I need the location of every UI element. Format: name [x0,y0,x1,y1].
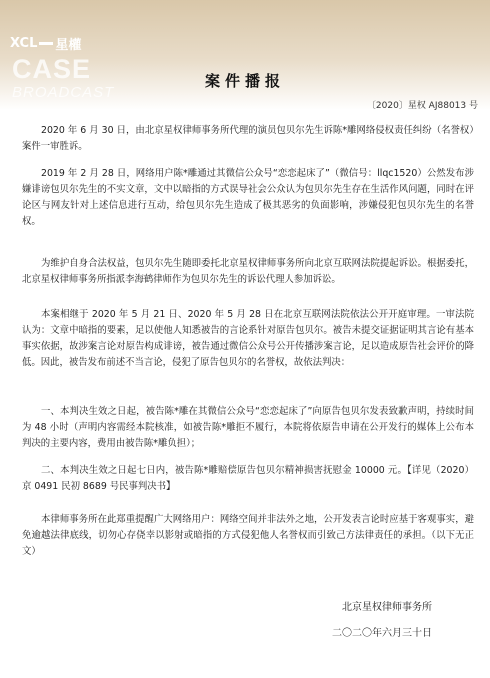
paragraph-background: 2019 年 2 月 28 日，网络用户陈*雕通过其微信公众号“恋恋起床了”（微信号：llqc1520）公然发布涉嫌诽谤包贝尔先生的不实文章，文中以暗指的方式误导社会公众认为包贝尔先生存在生活作风问题，同时在评论区与网友针对上述信息进行互动，给包贝尔先生造成了极其恶劣的负面影响，涉嫌侵犯包贝尔先生的名誉权。 [22,168,474,227]
paragraph-trial: 本案相继于 2020 年 5 月 21 日、2020 年 5 月 28 日在北京互联网法院依法公开开庭审理。一审法院认为：文章中暗指的要素，足以使他人知悉被告的言论系针对原告包贝尔。被告未提交证据证明其言论有基本事实依据，故涉案言论对原告构成诽谤，被告通过微信公众号公开传播涉案言论，足以造成原告社会评价的降低。因此，被告发布前述不当言论，侵犯了原告包贝尔的名誉权，故依法判决： [22,309,474,368]
paragraph-reminder: 本律师事务所在此郑重提醒广大网络用户：网络空间并非法外之地，公开发表言论时应基于客观事实，避免逾越法律底线，切勿心存侥幸以影射或暗指的方式侵犯他人名誉权而引致己方法律责任的承担。（以下无正文） [22,514,474,557]
signature-organization: 北京星权律师事务所 [342,602,432,613]
signature-date: 二〇二〇年六月三十日 [332,628,432,639]
brand-logo [10,34,81,53]
paragraph-commission: 为维护自身合法权益，包贝尔先生随即委托北京星权律师事务所向北京互联网法院提起诉讼。根据委托，北京星权律师事务所指派李海鹤律师作为包贝尔先生的诉讼代理人参加诉讼。 [22,258,474,285]
logo-chinese-name: 星權 [55,38,82,53]
paragraph-judgment-1: 一、本判决生效之日起，被告陈*雕在其微信公众号“恋恋起床了”向原告包贝尔发表致歉声明，持续时间为 48 小时（声明内容需经本院核准，如被告陈*雕拒不履行，本院将依原告申请在公开发行的媒体上公布本判决的主要内容，费用由被告陈*雕负担）； [22,406,474,449]
watermark-line-1: CASE [12,54,92,84]
logo-mark: XCL [10,36,38,51]
paragraph-intro: 2020 年 6 月 30 日，由北京星权律师事务所代理的演员包贝尔先生诉陈*雕网络侵权责任纠纷（名誉权）案件一审胜诉。 [22,125,474,152]
page-title: 案件播报 [204,72,285,90]
paragraph-judgment-2: 二、本判决生效之日起七日内，被告陈*雕赔偿原告包贝尔精神损害抚慰金 10000 元。【详见（2020）京 0491 民初 8689 号民事判决书】 [22,465,474,492]
case-number: 〔2020〕星权 AJ88013 号 [366,101,478,111]
logo-divider [39,42,53,45]
watermark-line-2: BROADCAST [12,84,115,101]
